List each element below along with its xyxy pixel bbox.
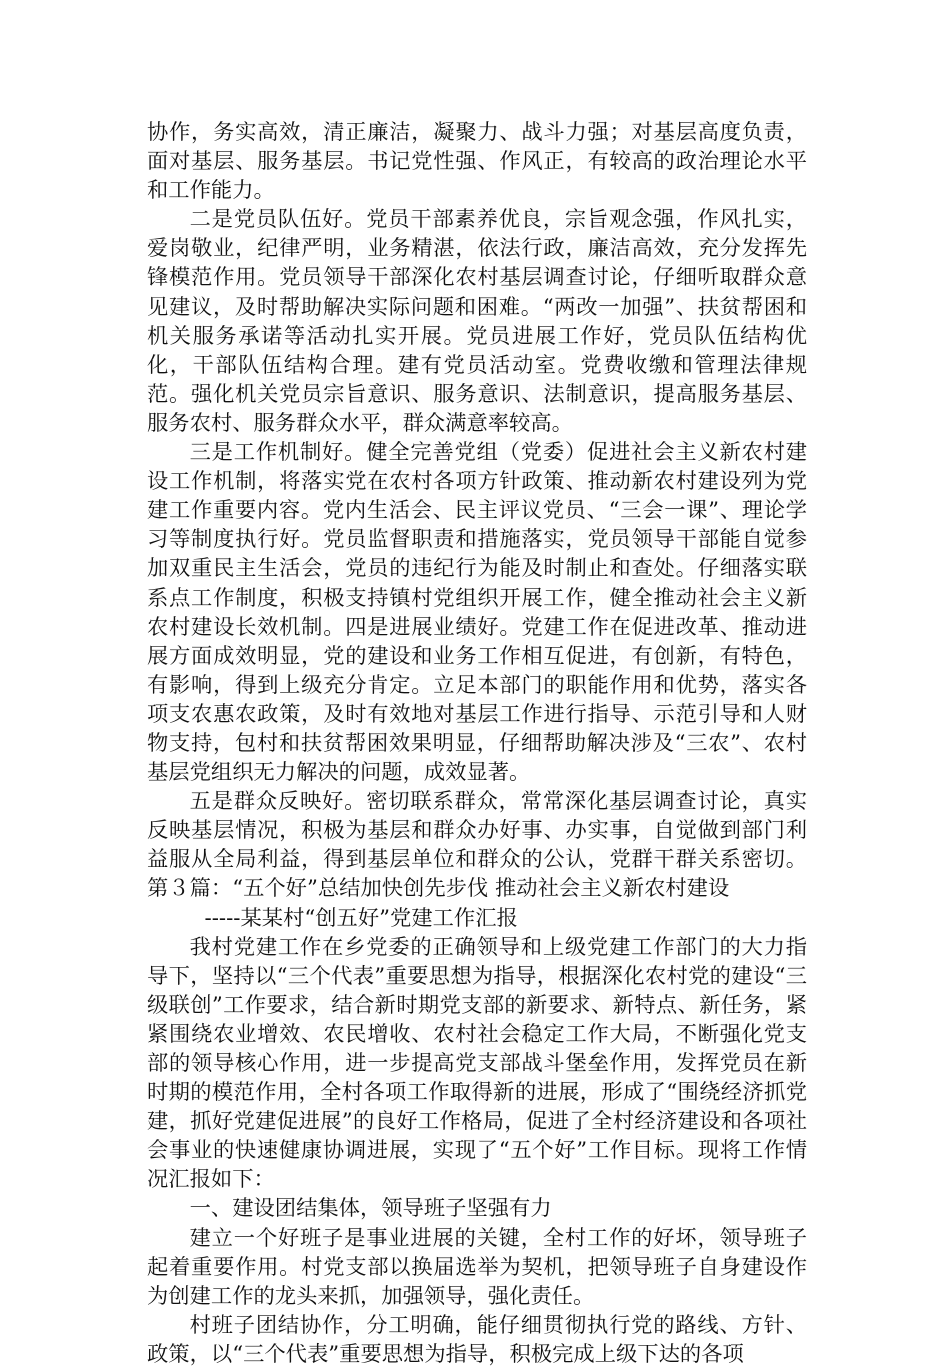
paragraph-work-mechanism: 三是工作机制好。健全完善党组（党委）促进社会主义新农村建设工作机制，将落实党在农村各项方针政策、推动新农村建设列为党建工作重要内容。党内生活会、民主评议党员、“三会一课”、理论学习等制度执行好。党员监督职责和措施落实，党员领导干部能自觉参加双重民主生活会，党员的违纪行为能及时制止和查处。仔细落实联系点工作制度，积极支持镇村党组织开展工作，健全推动社会主义新农村建设长效机制。四是进展业绩好。党建工作在促进改革、推动进展方面成效明显，党的建设和业务工作相互促进，有创新，有特色，有影响，得到上级充分肯定。立足本部门的职能作用和优势，落实各项支农惠农政策，及时有效地对基层工作进行指导、示范引导和人财物支持，包村和扶贫帮困效果明显，仔细帮助解决涉及“三农”、农村基层党组织无力解决的问题，成效显著。 xyxy=(147,440,807,786)
document-body xyxy=(147,118,807,1369)
paragraph-leadership: 建立一个好班子是事业进展的关键，全村工作的好坏，领导班子起着重要作用。村党支部以换届选举为契机，把领导班子自身建设作为创建工作的龙头来抓，加强领导，强化责任。 xyxy=(147,1225,807,1309)
report-subtitle: -----某某村“创五好”党建工作汇报 xyxy=(204,905,518,931)
paragraph-party-members: 二是党员队伍好。党员干部素养优良，宗旨观念强，作风扎实，爱岗敬业，纪律严明，业务精湛，依法行政，廉洁高效，充分发挥先锋模范作用。党员领导干部深化农村基层调查讨论，仔细听取群众意见建议，及时帮助解决实际问题和困难。“两改一加强”、扶贫帮困和机关服务承诺等活动扎实开展。党员进展工作好，党员队伍结构优化，干部队伍结构合理。建有党员活动室。党费收缴和管理法律规范。强化机关党员宗旨意识、服务意识、法制意识，提高服务基层、服务农村、服务群众水平，群众满意率较高。 xyxy=(147,207,807,436)
paragraph-continuation: 协作，务实高效，清正廉洁，凝聚力、战斗力强；对基层高度负责，面对基层、服务基层。书记党性强、作风正，有较高的政治理论水平和工作能力。 xyxy=(147,120,807,204)
section-heading-one: 一、建设团结集体，领导班子坚强有力 xyxy=(189,1196,552,1222)
paragraph-public-feedback: 五是群众反映好。密切联系群众，常常深化基层调查讨论，真实反映基层情况，积极为基层和群众办好事、办实事，自觉做到部门利益服从全局利益，得到基层单位和群众的公认，党群干群关系密切。第３篇：“五个好”总结加快创先步伐 推动社会主义新农村建设 xyxy=(147,789,807,902)
paragraph-team-cooperation: 村班子团结协作，分工明确，能仔细贯彻执行党的路线、方针、政策，以“三个代表”重要思想为指导，积极完成上级下达的各项 xyxy=(147,1312,807,1367)
paragraph-report-intro: 我村党建工作在乡党委的正确领导和上级党建工作部门的大力指导下，坚持以“三个代表”重要思想为指导，根据深化农村党的建设“三级联创”工作要求，结合新时期党支部的新要求、新特点、新任务，紧紧围绕农业增效、农民增收、农村社会稳定工作大局，不断强化党支部的领导核心作用，进一步提高党支部战斗堡垒作用，发挥党员在新时期的模范作用，全村各项工作取得新的进展，形成了“围绕经济抓党建，抓好党建促进展”的良好工作格局，促进了全村经济建设和各项社会事业的快速健康协调进展，实现了“五个好”工作目标。现将工作情况汇报如下： xyxy=(147,934,807,1193)
